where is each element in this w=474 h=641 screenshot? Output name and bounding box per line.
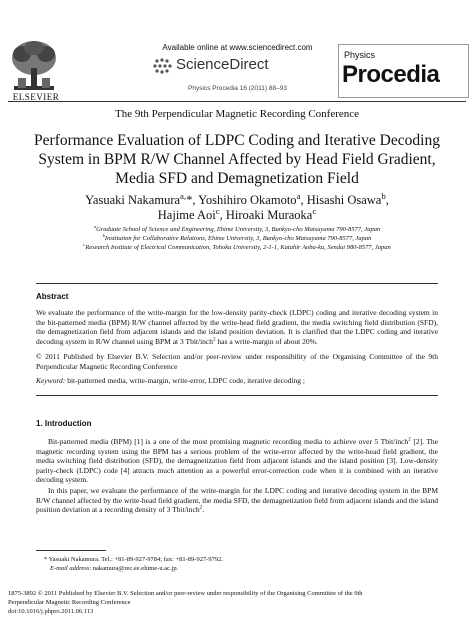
author-name: , Yoshihiro Okamoto [192,193,297,207]
corresponding-star: * [186,193,193,207]
abstract-top-rule [36,283,438,284]
footer-issn-line: 1875-3892 © 2011 Published by Elsevier B.V. Selection and/or peer-review under responsibility of the Organising Committee of the 9th [8,590,363,597]
intro-paragraph-2: In this paper, we evaluate the performance of the write-margin for the LDPC coding and iterative decoding system in the BPM R/W channel affected by the write-head field gradient, the media SFD, the demagnetization field from adjacent islands and the island position deviation at a recording density of 3 Tbit/inch$^2$. [36,486,438,514]
title-line: System in BPM R/W Channel Affected by Head Field Gradient, [38,151,436,168]
abstract-heading: Abstract [36,292,69,301]
footnote-email: E-mail address: nakamura@rec.ee.ehime-u.ac.jp. [50,565,179,572]
abstract-bottom-rule [36,395,438,396]
copyright-text: © 2011 Published by Elsevier B.V. Selection and/or peer-review under responsibility of the Organising Committee of the 9th Perpendicular Magnetic Recording Conference [36,352,438,371]
footer-conference-line: Perpendicular Magnetic Recording Conference [8,599,131,606]
sciencedirect-wordmark: ScienceDirect [176,56,269,73]
affiliation-item: $^b$Institution for Collaborative Relations, Ehime University, 3, Bunkyo-cho Matsuyama 790-8577, Japan [102,232,372,242]
author-name: , Hisashi Osawa [300,193,382,207]
affiliation-item: $^a$Graduate School of Science and Engineering, Ehime University, 3, Bunkyo-cho Matsuyama 790-8577, Japan [93,223,381,233]
author-name: , Hiroaki Muraoka [219,208,313,222]
abstract-text: We evaluate the performance of the write-margin for the low-density parity-check (LDPC) coding and iterative decoding system in the bit-patterned media (BPM) R/W channel affected by the write-head field gradient, the media switching field distribution (SFD), the demagnetization field from adjacent islands and the island position deviation. It is clarified that the LDPC coding and iterative decoding system in R/W channel using BPM at 3 Tbit/inch$^2$ has a write-margin of about 20%. [36,308,438,346]
footnote-contact: * Yasuaki Nakamura. Tel.: +81-89-927-9784; fax: +81-89-927-9792. [44,556,223,563]
journal-name-big: Procedia [342,61,440,88]
journal-name-small: Physics [344,50,376,60]
intro-paragraph-1: Bit-patterned media (BPM) [1] is a one of the most promising magnetic recording media to achieve over 5 Tbit/inch$^2$ [2]. The magnetic recording system using the BPM has a serious problem of the write-error affected by the write-head field gradient, the media switching field distribution (SFD), the demagnetization field from adjacent islands and the island position [3]. Low-density parity-check (LDPC) code [4] attracts much attention as a powerful error-correction code when it is combined with an iterative decoding system. [36,436,438,484]
available-online-text: Available online at www.sciencedirect.com [162,43,313,52]
header-divider [8,101,466,102]
author-name: Yasuaki Nakamura [85,193,181,207]
title-line: Media SFD and Demagnetization Field [115,170,359,187]
affiliations [40,225,434,252]
section-heading-introduction: 1. Introduction [36,419,92,428]
publisher-name: ELSEVIER [12,92,60,102]
footnote-rule [36,550,106,551]
keywords: Keyword: bit-patterned media, write-margin, write-error, LDPC code, iterative decoding ; [36,376,305,385]
author-list: Yasuaki Nakamura$^{a,}$*, Yoshihiro Okamoto$^a$, Hisashi Osawa$^b$, Hajime Aoi$^c$, Hiroaki Muraoka$^c$ [85,190,389,222]
author-name: Hajime Aoi [157,208,216,222]
title-line: Performance Evaluation of LDPC Coding and Iterative Decoding [34,132,440,149]
elsevier-tree-logo-icon [8,38,60,94]
affiliation-item: $^c$Research Institute of Electrical Communication, Tohoku University, 2-1-1, Katahir Aoba-ku, Sendai 980-8577, Japan [83,241,391,251]
keywords-label: Keyword: [36,376,66,385]
footer-doi: doi:10.1016/j.phpro.2011.06.113 [8,608,94,615]
paper-title [20,131,454,188]
conference-name: The 9th Perpendicular Magnetic Recording Conference [114,108,360,120]
sciencedirect-dots-icon [152,57,174,75]
journal-citation: Physics Procedia 16 (2011) 88–93 [188,85,287,92]
